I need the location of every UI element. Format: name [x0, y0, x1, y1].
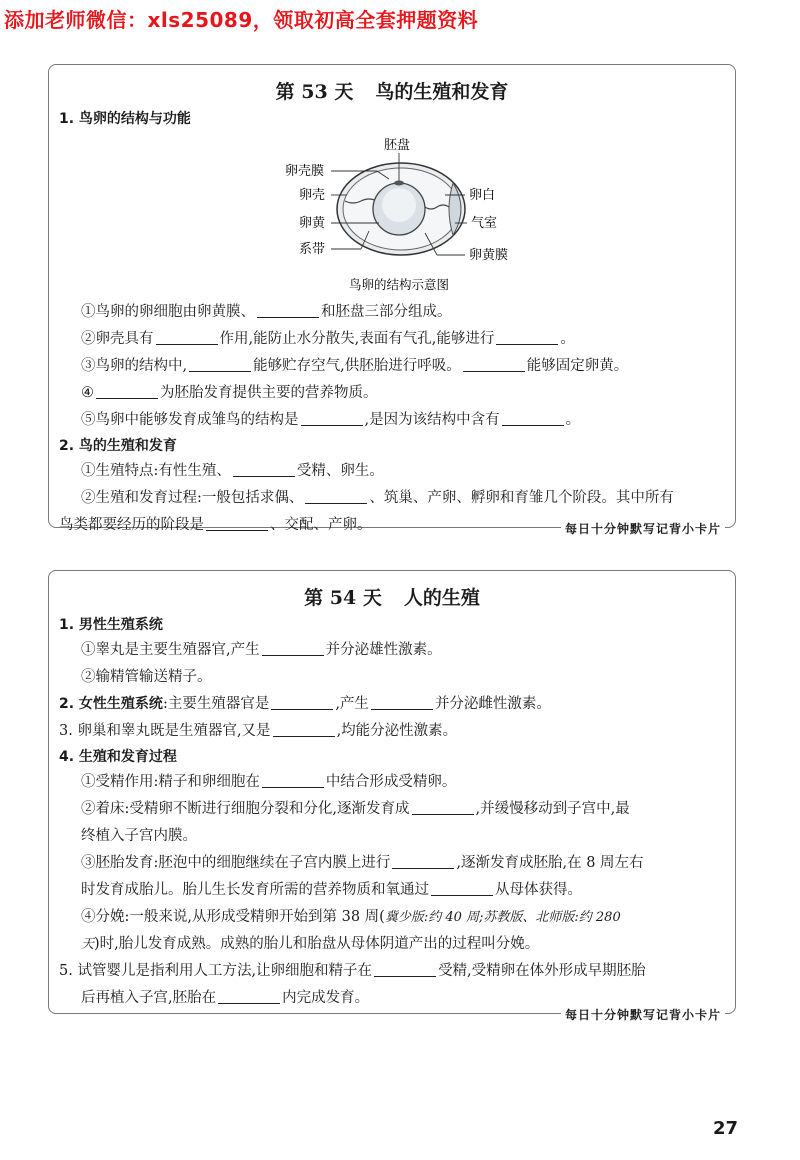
question-line: ②着床:受精卵不断进行细胞分裂和分化,逐渐发育成 ,并缓慢移动到子宫中,最 — [81, 801, 630, 817]
question-line: 时发育成胎儿。胎儿生长发育所需的营养物质和氧通过 从母体获得。 — [81, 882, 582, 898]
answer-blank[interactable] — [301, 411, 363, 426]
watermark-text: 添加老师微信：xls25089，领取初高全套押题资料 — [4, 8, 479, 32]
question-line: ①鸟卵的卵细胞由卵黄膜、 和胚盘三部分组成。 — [81, 304, 452, 320]
answer-blank[interactable] — [374, 962, 436, 977]
question-line: 3. 卵巢和睾丸既是生殖器官,又是 ,均能分泌性激素。 — [59, 723, 458, 739]
title-day: 第 54 天 — [304, 587, 382, 609]
question-line: ②输精管输送精子。 — [81, 669, 212, 685]
question-line: 2. 女性生殖系统:主要生殖器官是 ,产生 并分泌雌性激素。 — [59, 696, 551, 712]
question-line: ④分娩:一般来说,从形成受精卵开始到第 38 周(冀少版:约 40 周;苏教版、北师版:约 280 — [81, 909, 621, 925]
question-line: 后再植入子宫,胚胎在 内完成发育。 — [81, 990, 370, 1006]
title-topic: 人的生殖 — [403, 587, 480, 609]
label-chalaza: 系带 — [299, 242, 326, 257]
section-heading: 2. 鸟的生殖和发育 — [59, 438, 177, 454]
label-shell-membrane: 卵壳膜 — [285, 164, 325, 179]
answer-blank[interactable] — [271, 695, 333, 710]
question-line: 鸟类都要经历的阶段是 、交配、产卵。 — [59, 517, 372, 533]
answer-blank[interactable] — [502, 411, 564, 426]
label-yolk: 卵黄 — [299, 216, 326, 231]
question-line: ②卵壳具有 作用,能防止水分散失,表面有气孔,能够进行 。 — [81, 331, 575, 347]
answer-blank[interactable] — [305, 489, 367, 504]
question-line: ①受精作用:精子和卵细胞在 中结合形成受精卵。 — [81, 774, 457, 790]
answer-blank[interactable] — [431, 881, 493, 896]
question-line: 5. 试管婴儿是指利用人工方法,让卵细胞和精子在 受精,受精卵在体外形成早期胚胎 — [59, 963, 646, 979]
question-line: 天)时,胎儿发育成熟。成熟的胎儿和胎盘从母体阴道产出的过程叫分娩。 — [81, 936, 540, 952]
egg-diagram — [49, 131, 737, 299]
answer-blank[interactable] — [96, 384, 158, 399]
answer-blank[interactable] — [189, 357, 251, 372]
card-title — [49, 583, 735, 613]
answer-blank[interactable] — [273, 722, 335, 737]
answer-blank[interactable] — [233, 462, 295, 477]
question-line: ①生殖特点:有性生殖、 受精、卵生。 — [81, 463, 384, 479]
answer-blank[interactable] — [371, 695, 433, 710]
card-day-53 — [48, 64, 736, 536]
label-germinal-disc: 胚盘 — [384, 138, 411, 153]
answer-blank[interactable] — [496, 330, 558, 345]
figure-caption: 鸟卵的结构示意图 — [349, 277, 450, 292]
answer-blank[interactable] — [392, 854, 454, 869]
germinal-disc-shape — [394, 181, 404, 186]
page-number: 27 — [712, 1118, 738, 1139]
answer-blank[interactable] — [206, 516, 268, 531]
egg-structure-figure — [49, 131, 735, 299]
yolk-highlight-shape — [382, 188, 416, 222]
question-line: ⑤鸟卵中能够发育成雏鸟的结构是 ,是因为该结构中含有 。 — [81, 412, 581, 428]
title-topic: 鸟的生殖和发育 — [375, 81, 509, 103]
question-line: ③胚胎发育:胚泡中的细胞继续在子宫内膜上进行 ,逐渐发育成胚胎,在 8 周左右 — [81, 855, 644, 871]
answer-blank[interactable] — [257, 303, 319, 318]
card-title — [49, 77, 735, 107]
answer-blank[interactable] — [218, 989, 280, 1004]
answer-blank[interactable] — [262, 773, 324, 788]
label-air-cell: 气室 — [471, 216, 498, 231]
label-albumen: 卵白 — [469, 188, 496, 203]
section-heading: 1. 男性生殖系统 — [59, 617, 163, 633]
card-footer: 每日十分钟默写记背小卡片 — [561, 1006, 725, 1023]
question-line: ④ 为胚胎发育提供主要的营养物质。 — [81, 385, 378, 401]
answer-blank[interactable] — [156, 330, 218, 345]
section-heading: 1. 鸟卵的结构与功能 — [59, 111, 191, 127]
section-heading: 4. 生殖和发育过程 — [59, 749, 177, 765]
card-day-54 — [48, 570, 736, 1022]
title-day: 第 53 天 — [275, 81, 354, 103]
answer-blank[interactable] — [463, 357, 525, 372]
answer-blank[interactable] — [262, 641, 324, 656]
card-footer: 每日十分钟默写记背小卡片 — [561, 520, 725, 537]
question-line: ①睾丸是主要生殖器官,产生 并分泌雄性激素。 — [81, 642, 442, 658]
question-line: ②生殖和发育过程:一般包括求偶、 、筑巢、产卵、孵卵和育雏几个阶段。其中所有 — [81, 490, 674, 506]
label-yolk-membrane: 卵黄膜 — [469, 248, 509, 263]
question-line: ③鸟卵的结构中, 能够贮存空气,供胚胎进行呼吸。 能够固定卵黄。 — [81, 358, 629, 374]
question-line: 终植入子宫内膜。 — [81, 828, 197, 844]
answer-blank[interactable] — [412, 800, 474, 815]
label-shell: 卵壳 — [299, 188, 326, 203]
